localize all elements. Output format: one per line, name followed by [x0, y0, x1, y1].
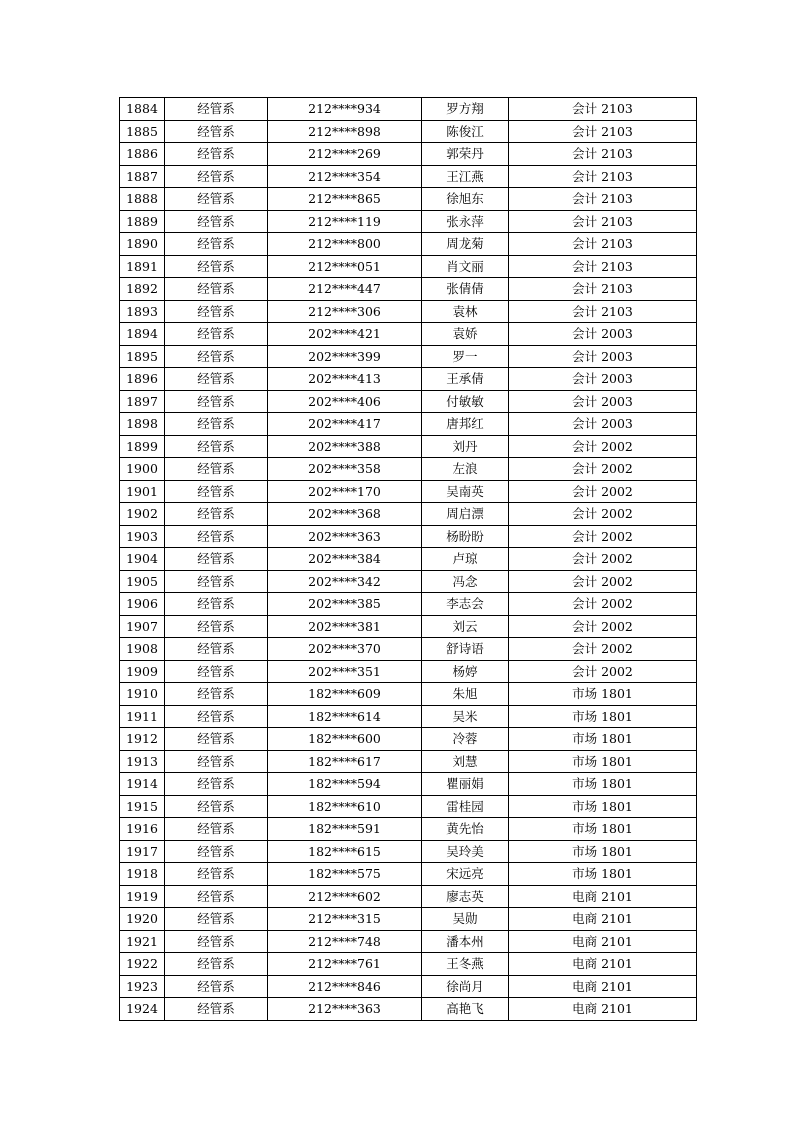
row-number-cell: 1901 — [120, 480, 165, 503]
student-name-cell: 高艳飞 — [422, 998, 509, 1021]
student-name-cell: 罗一 — [422, 345, 509, 368]
table-row — [120, 660, 697, 683]
class-name-cell: 会计 2103 — [509, 188, 697, 211]
class-name-cell: 会计 2103 — [509, 210, 697, 233]
student-id-cell: 212****846 — [268, 975, 422, 998]
student-id-cell: 202****399 — [268, 345, 422, 368]
student-name-cell: 刘慧 — [422, 750, 509, 773]
student-id-cell: 212****354 — [268, 165, 422, 188]
table-row — [120, 233, 697, 256]
student-name-cell: 袁娇 — [422, 323, 509, 346]
row-number-cell: 1890 — [120, 233, 165, 256]
class-name-cell: 会计 2003 — [509, 345, 697, 368]
table-row — [120, 435, 697, 458]
class-name-cell: 会计 2103 — [509, 255, 697, 278]
student-id-cell: 182****575 — [268, 863, 422, 886]
student-name-cell: 王江燕 — [422, 165, 509, 188]
class-name-cell: 电商 2101 — [509, 930, 697, 953]
table-row — [120, 345, 697, 368]
department-cell: 经管系 — [165, 98, 268, 121]
student-name-cell: 刘云 — [422, 615, 509, 638]
department-cell: 经管系 — [165, 413, 268, 436]
class-name-cell: 市场 1801 — [509, 705, 697, 728]
class-name-cell: 市场 1801 — [509, 750, 697, 773]
department-cell: 经管系 — [165, 345, 268, 368]
class-name-cell: 会计 2003 — [509, 368, 697, 391]
department-cell: 经管系 — [165, 615, 268, 638]
student-name-cell: 周启漂 — [422, 503, 509, 526]
class-name-cell: 市场 1801 — [509, 840, 697, 863]
class-name-cell: 电商 2101 — [509, 885, 697, 908]
table-row — [120, 98, 697, 121]
student-id-cell: 202****358 — [268, 458, 422, 481]
department-cell: 经管系 — [165, 570, 268, 593]
table-row — [120, 525, 697, 548]
table-row — [120, 458, 697, 481]
student-name-cell: 瞿丽娟 — [422, 773, 509, 796]
class-name-cell: 会计 2002 — [509, 593, 697, 616]
class-name-cell: 会计 2002 — [509, 615, 697, 638]
table-row — [120, 143, 697, 166]
student-id-cell: 182****594 — [268, 773, 422, 796]
class-name-cell: 会计 2103 — [509, 120, 697, 143]
row-number-cell: 1891 — [120, 255, 165, 278]
row-number-cell: 1913 — [120, 750, 165, 773]
department-cell: 经管系 — [165, 165, 268, 188]
student-name-cell: 卢琼 — [422, 548, 509, 571]
student-id-cell: 202****363 — [268, 525, 422, 548]
class-name-cell: 会计 2002 — [509, 480, 697, 503]
class-name-cell: 会计 2002 — [509, 638, 697, 661]
student-name-cell: 吴米 — [422, 705, 509, 728]
department-cell: 经管系 — [165, 683, 268, 706]
student-id-cell: 202****421 — [268, 323, 422, 346]
class-name-cell: 电商 2101 — [509, 998, 697, 1021]
department-cell: 经管系 — [165, 188, 268, 211]
class-name-cell: 市场 1801 — [509, 683, 697, 706]
student-id-cell: 212****748 — [268, 930, 422, 953]
row-number-cell: 1892 — [120, 278, 165, 301]
student-id-cell: 182****600 — [268, 728, 422, 751]
student-id-cell: 202****170 — [268, 480, 422, 503]
student-name-cell: 舒诗语 — [422, 638, 509, 661]
student-name-cell: 王承倩 — [422, 368, 509, 391]
table-row — [120, 705, 697, 728]
table-row — [120, 683, 697, 706]
student-id-cell: 182****615 — [268, 840, 422, 863]
student-id-cell: 212****306 — [268, 300, 422, 323]
department-cell: 经管系 — [165, 525, 268, 548]
row-number-cell: 1916 — [120, 818, 165, 841]
student-id-cell: 182****610 — [268, 795, 422, 818]
class-name-cell: 会计 2003 — [509, 413, 697, 436]
student-id-cell: 212****269 — [268, 143, 422, 166]
student-id-cell: 212****447 — [268, 278, 422, 301]
student-name-cell: 左浪 — [422, 458, 509, 481]
class-name-cell: 会计 2103 — [509, 233, 697, 256]
table-row — [120, 998, 697, 1021]
row-number-cell: 1919 — [120, 885, 165, 908]
student-name-cell: 王冬燕 — [422, 953, 509, 976]
student-name-cell: 杨婷 — [422, 660, 509, 683]
table-row — [120, 840, 697, 863]
student-id-cell: 212****800 — [268, 233, 422, 256]
department-cell: 经管系 — [165, 660, 268, 683]
table-row — [120, 570, 697, 593]
row-number-cell: 1884 — [120, 98, 165, 121]
student-id-cell: 182****617 — [268, 750, 422, 773]
student-name-cell: 黄先怡 — [422, 818, 509, 841]
row-number-cell: 1903 — [120, 525, 165, 548]
student-name-cell: 周龙菊 — [422, 233, 509, 256]
student-name-cell: 罗方翔 — [422, 98, 509, 121]
class-name-cell: 会计 2002 — [509, 660, 697, 683]
class-name-cell: 市场 1801 — [509, 773, 697, 796]
student-id-cell: 212****761 — [268, 953, 422, 976]
table-row — [120, 773, 697, 796]
table-row — [120, 615, 697, 638]
table-row — [120, 165, 697, 188]
department-cell: 经管系 — [165, 480, 268, 503]
table-row — [120, 210, 697, 233]
table-row — [120, 188, 697, 211]
department-cell: 经管系 — [165, 863, 268, 886]
table-row — [120, 638, 697, 661]
department-cell: 经管系 — [165, 390, 268, 413]
student-id-cell: 212****934 — [268, 98, 422, 121]
student-name-cell: 冷蓉 — [422, 728, 509, 751]
student-name-cell: 冯念 — [422, 570, 509, 593]
class-name-cell: 会计 2002 — [509, 458, 697, 481]
student-id-cell: 212****119 — [268, 210, 422, 233]
table-row — [120, 593, 697, 616]
student-id-cell: 212****898 — [268, 120, 422, 143]
row-number-cell: 1912 — [120, 728, 165, 751]
department-cell: 经管系 — [165, 368, 268, 391]
row-number-cell: 1921 — [120, 930, 165, 953]
class-name-cell: 电商 2101 — [509, 908, 697, 931]
student-name-cell: 吴玲美 — [422, 840, 509, 863]
student-name-cell: 潘本州 — [422, 930, 509, 953]
student-id-cell: 202****381 — [268, 615, 422, 638]
student-roster-table — [119, 97, 697, 1021]
class-name-cell: 会计 2103 — [509, 278, 697, 301]
department-cell: 经管系 — [165, 143, 268, 166]
student-name-cell: 杨盼盼 — [422, 525, 509, 548]
student-name-cell: 朱旭 — [422, 683, 509, 706]
department-cell: 经管系 — [165, 773, 268, 796]
department-cell: 经管系 — [165, 300, 268, 323]
student-name-cell: 雷桂园 — [422, 795, 509, 818]
student-name-cell: 郭荣丹 — [422, 143, 509, 166]
student-id-cell: 212****602 — [268, 885, 422, 908]
class-name-cell: 会计 2103 — [509, 143, 697, 166]
row-number-cell: 1893 — [120, 300, 165, 323]
class-name-cell: 市场 1801 — [509, 728, 697, 751]
row-number-cell: 1918 — [120, 863, 165, 886]
student-id-cell: 202****342 — [268, 570, 422, 593]
class-name-cell: 电商 2101 — [509, 975, 697, 998]
row-number-cell: 1887 — [120, 165, 165, 188]
student-name-cell: 陈俊江 — [422, 120, 509, 143]
class-name-cell: 电商 2101 — [509, 953, 697, 976]
table-row — [120, 503, 697, 526]
department-cell: 经管系 — [165, 323, 268, 346]
department-cell: 经管系 — [165, 435, 268, 458]
class-name-cell: 市场 1801 — [509, 818, 697, 841]
row-number-cell: 1897 — [120, 390, 165, 413]
department-cell: 经管系 — [165, 795, 268, 818]
student-name-cell: 唐邦红 — [422, 413, 509, 436]
table-row — [120, 300, 697, 323]
table-row — [120, 278, 697, 301]
class-name-cell: 会计 2002 — [509, 525, 697, 548]
row-number-cell: 1895 — [120, 345, 165, 368]
row-number-cell: 1888 — [120, 188, 165, 211]
student-name-cell: 吴勋 — [422, 908, 509, 931]
table-row — [120, 863, 697, 886]
class-name-cell: 会计 2002 — [509, 570, 697, 593]
student-id-cell: 212****865 — [268, 188, 422, 211]
table-row — [120, 908, 697, 931]
department-cell: 经管系 — [165, 503, 268, 526]
class-name-cell: 会计 2002 — [509, 548, 697, 571]
row-number-cell: 1894 — [120, 323, 165, 346]
student-id-cell: 202****384 — [268, 548, 422, 571]
row-number-cell: 1923 — [120, 975, 165, 998]
table-row — [120, 368, 697, 391]
table-row — [120, 390, 697, 413]
class-name-cell: 会计 2103 — [509, 165, 697, 188]
row-number-cell: 1898 — [120, 413, 165, 436]
row-number-cell: 1924 — [120, 998, 165, 1021]
table-row — [120, 885, 697, 908]
department-cell: 经管系 — [165, 750, 268, 773]
student-name-cell: 付敏敏 — [422, 390, 509, 413]
department-cell: 经管系 — [165, 975, 268, 998]
department-cell: 经管系 — [165, 818, 268, 841]
row-number-cell: 1896 — [120, 368, 165, 391]
department-cell: 经管系 — [165, 885, 268, 908]
department-cell: 经管系 — [165, 255, 268, 278]
table-row — [120, 548, 697, 571]
table-row — [120, 323, 697, 346]
student-name-cell: 宋远亮 — [422, 863, 509, 886]
student-id-cell: 212****051 — [268, 255, 422, 278]
student-id-cell: 212****363 — [268, 998, 422, 1021]
department-cell: 经管系 — [165, 728, 268, 751]
table-row — [120, 795, 697, 818]
roster-body — [120, 98, 697, 1021]
row-number-cell: 1910 — [120, 683, 165, 706]
student-id-cell: 182****609 — [268, 683, 422, 706]
student-id-cell: 202****388 — [268, 435, 422, 458]
row-number-cell: 1905 — [120, 570, 165, 593]
department-cell: 经管系 — [165, 210, 268, 233]
student-id-cell: 202****413 — [268, 368, 422, 391]
row-number-cell: 1906 — [120, 593, 165, 616]
student-name-cell: 肖文丽 — [422, 255, 509, 278]
row-number-cell: 1886 — [120, 143, 165, 166]
table-row — [120, 930, 697, 953]
table-row — [120, 728, 697, 751]
department-cell: 经管系 — [165, 278, 268, 301]
department-cell: 经管系 — [165, 458, 268, 481]
student-id-cell: 202****417 — [268, 413, 422, 436]
class-name-cell: 会计 2002 — [509, 503, 697, 526]
student-id-cell: 212****315 — [268, 908, 422, 931]
student-name-cell: 刘丹 — [422, 435, 509, 458]
student-name-cell: 袁林 — [422, 300, 509, 323]
table-row — [120, 255, 697, 278]
student-name-cell: 李志会 — [422, 593, 509, 616]
table-row — [120, 953, 697, 976]
student-id-cell: 202****368 — [268, 503, 422, 526]
student-id-cell: 202****406 — [268, 390, 422, 413]
department-cell: 经管系 — [165, 705, 268, 728]
student-id-cell: 182****614 — [268, 705, 422, 728]
student-name-cell: 吴南英 — [422, 480, 509, 503]
student-id-cell: 202****351 — [268, 660, 422, 683]
student-name-cell: 徐旭东 — [422, 188, 509, 211]
department-cell: 经管系 — [165, 930, 268, 953]
student-name-cell: 徐尚月 — [422, 975, 509, 998]
table-row — [120, 975, 697, 998]
class-name-cell: 会计 2003 — [509, 390, 697, 413]
row-number-cell: 1908 — [120, 638, 165, 661]
row-number-cell: 1899 — [120, 435, 165, 458]
row-number-cell: 1904 — [120, 548, 165, 571]
row-number-cell: 1915 — [120, 795, 165, 818]
student-id-cell: 182****591 — [268, 818, 422, 841]
student-id-cell: 202****385 — [268, 593, 422, 616]
row-number-cell: 1909 — [120, 660, 165, 683]
row-number-cell: 1907 — [120, 615, 165, 638]
department-cell: 经管系 — [165, 548, 268, 571]
student-id-cell: 202****370 — [268, 638, 422, 661]
row-number-cell: 1920 — [120, 908, 165, 931]
student-name-cell: 张永萍 — [422, 210, 509, 233]
department-cell: 经管系 — [165, 908, 268, 931]
student-name-cell: 廖志英 — [422, 885, 509, 908]
department-cell: 经管系 — [165, 998, 268, 1021]
row-number-cell: 1885 — [120, 120, 165, 143]
department-cell: 经管系 — [165, 593, 268, 616]
class-name-cell: 会计 2002 — [509, 435, 697, 458]
row-number-cell: 1902 — [120, 503, 165, 526]
class-name-cell: 会计 2103 — [509, 98, 697, 121]
department-cell: 经管系 — [165, 638, 268, 661]
class-name-cell: 市场 1801 — [509, 863, 697, 886]
student-name-cell: 张倩倩 — [422, 278, 509, 301]
table-row — [120, 818, 697, 841]
table-row — [120, 120, 697, 143]
class-name-cell: 市场 1801 — [509, 795, 697, 818]
row-number-cell: 1922 — [120, 953, 165, 976]
department-cell: 经管系 — [165, 953, 268, 976]
department-cell: 经管系 — [165, 120, 268, 143]
department-cell: 经管系 — [165, 840, 268, 863]
class-name-cell: 会计 2103 — [509, 300, 697, 323]
class-name-cell: 会计 2003 — [509, 323, 697, 346]
row-number-cell: 1900 — [120, 458, 165, 481]
department-cell: 经管系 — [165, 233, 268, 256]
table-row — [120, 413, 697, 436]
table-row — [120, 750, 697, 773]
table-row — [120, 480, 697, 503]
row-number-cell: 1914 — [120, 773, 165, 796]
row-number-cell: 1917 — [120, 840, 165, 863]
row-number-cell: 1911 — [120, 705, 165, 728]
row-number-cell: 1889 — [120, 210, 165, 233]
